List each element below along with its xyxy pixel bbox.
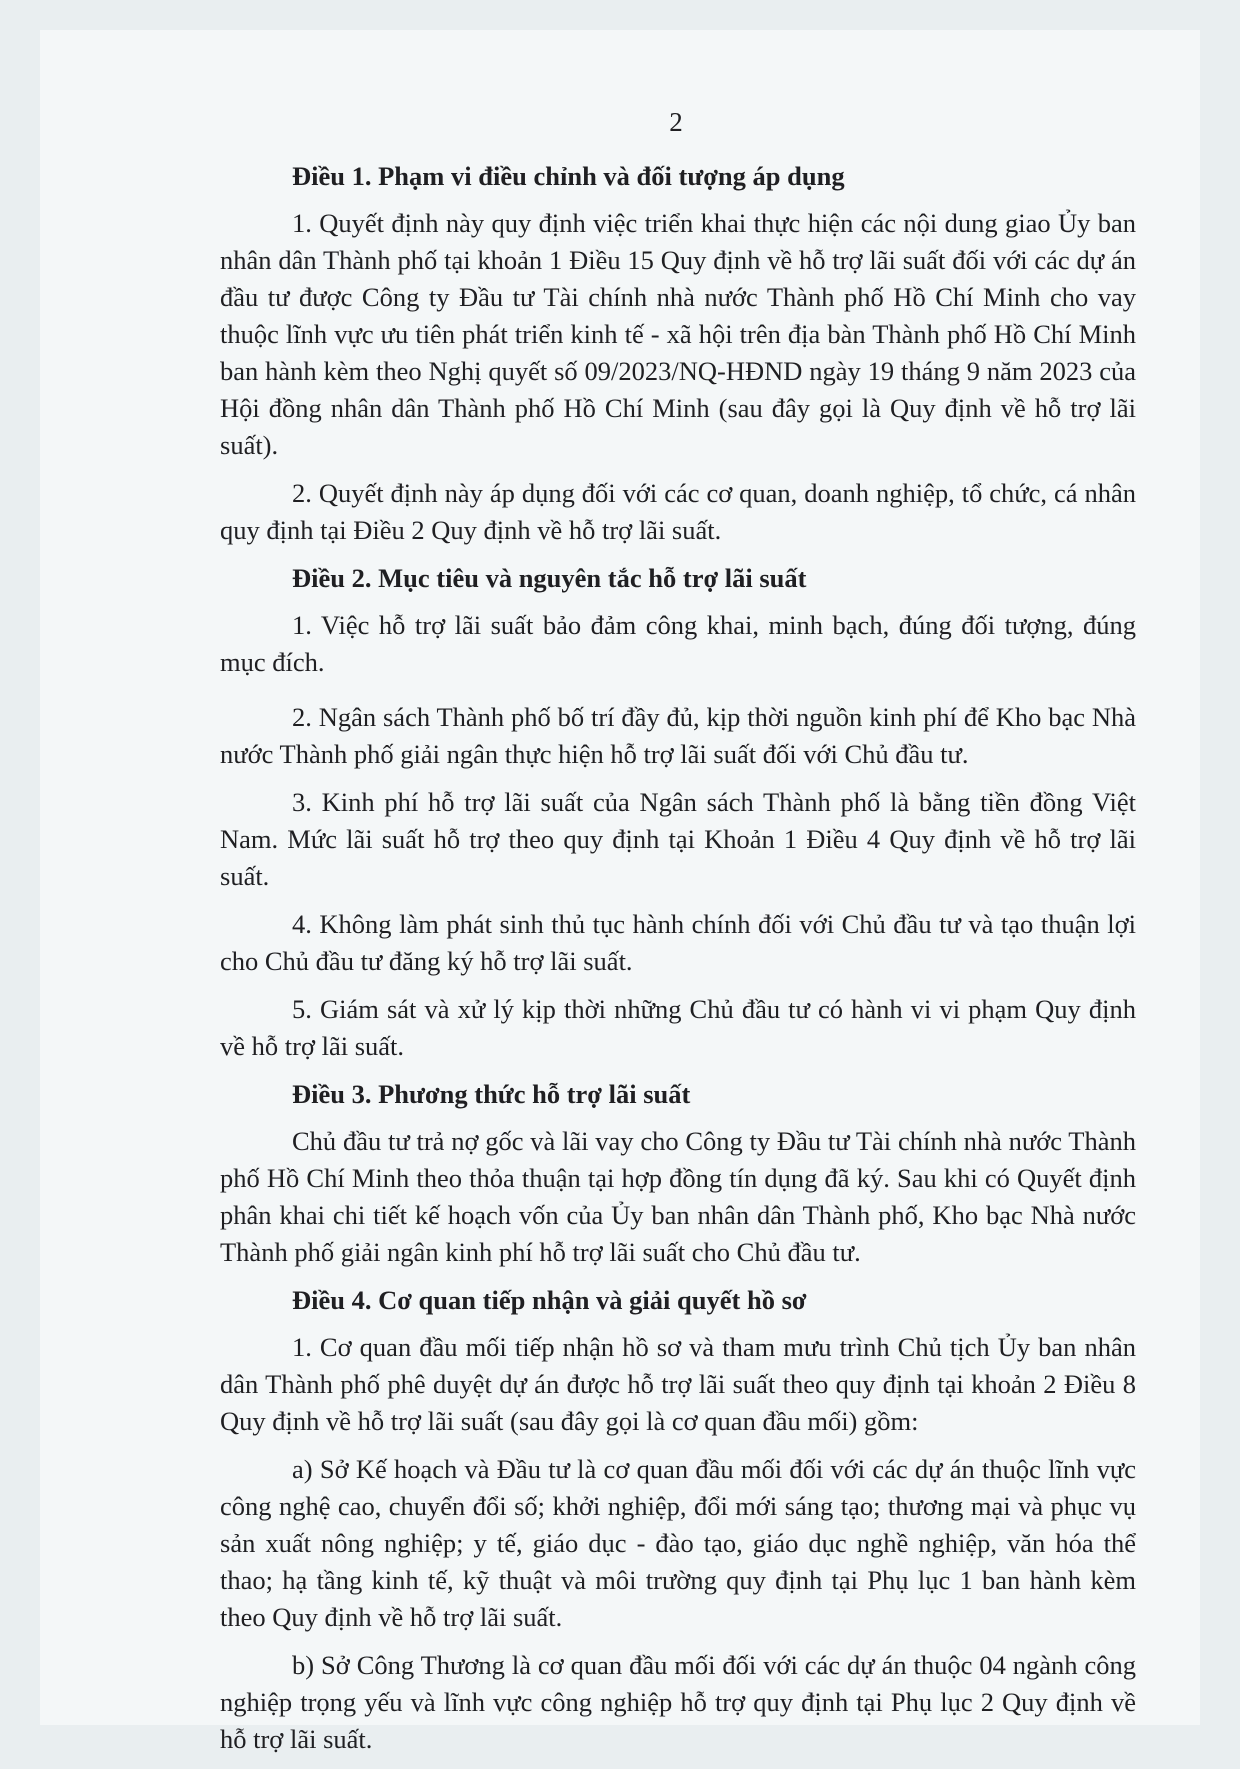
article-paragraph: Chủ đầu tư trả nợ gốc và lãi vay cho Công ty Đầu tư Tài chính nhà nước Thành phố Hồ Chí Minh theo thỏa thuận tại hợp đồng tín dụng đã ký. Sau khi có Quyết định phân khai chi tiết kế hoạch vốn của Ủy ban nhân dân Thành phố, Kho bạc Nhà nước Thành phố giải ngân kinh phí hỗ trợ lãi suất cho Chủ đầu tư. bbox=[220, 1126, 1136, 1267]
article-heading: Điều 4. Cơ quan tiếp nhận và giải quyết hồ sơ bbox=[292, 1285, 807, 1315]
article-paragraph: 5. Giám sát và xử lý kịp thời những Chủ đầu tư có hành vi vi phạm Quy định về hỗ trợ lãi suất. bbox=[220, 994, 1136, 1061]
article-paragraph: 2. Quyết định này áp dụng đối với các cơ quan, doanh nghiệp, tổ chức, cá nhân quy định tại Điều 2 Quy định về hỗ trợ lãi suất. bbox=[220, 478, 1136, 545]
article-4 bbox=[220, 1282, 1136, 1758]
article-paragraph: b) Sở Công Thương là cơ quan đầu mối đối với các dự án thuộc 04 ngành công nghiệp trọng yếu và lĩnh vực công nghiệp hỗ trợ quy định tại Phụ lục 2 Quy định về hỗ trợ lãi suất. bbox=[220, 1650, 1136, 1754]
article-paragraph: 1. Việc hỗ trợ lãi suất bảo đảm công khai, minh bạch, đúng đối tượng, đúng mục đích. bbox=[220, 610, 1136, 677]
article-1 bbox=[220, 158, 1136, 549]
article-paragraph: 4. Không làm phát sinh thủ tục hành chính đối với Chủ đầu tư và tạo thuận lợi cho Chủ đầu tư đăng ký hỗ trợ lãi suất. bbox=[220, 909, 1136, 976]
article-heading: Điều 2. Mục tiêu và nguyên tắc hỗ trợ lãi suất bbox=[292, 563, 807, 593]
article-paragraph: a) Sở Kế hoạch và Đầu tư là cơ quan đầu mối đối với các dự án thuộc lĩnh vực công nghệ cao, chuyển đổi số; khởi nghiệp, đổi mới sáng tạo; thương mại và phục vụ sản xuất nông nghiệp; y tế, giáo dục - đào tạo, giáo dục nghề nghiệp, văn hóa thể thao; hạ tầng kinh tế, kỹ thuật và môi trường quy định tại Phụ lục 1 ban hành kèm theo Quy định về hỗ trợ lãi suất. bbox=[220, 1454, 1136, 1632]
article-paragraph: 1. Quyết định này quy định việc triển khai thực hiện các nội dung giao Ủy ban nhân dân Thành phố tại khoản 1 Điều 15 Quy định về hỗ trợ lãi suất đối với các dự án đầu tư được Công ty Đầu tư Tài chính nhà nước Thành phố Hồ Chí Minh cho vay thuộc lĩnh vực ưu tiên phát triển kinh tế - xã hội trên địa bàn Thành phố Hồ Chí Minh ban hành kèm theo Nghị quyết số 09/2023/NQ-HĐND ngày 19 tháng 9 năm 2023 của Hội đồng nhân dân Thành phố Hồ Chí Minh (sau đây gọi là Quy định về hỗ trợ lãi suất). bbox=[220, 208, 1136, 460]
article-paragraph: 1. Cơ quan đầu mối tiếp nhận hồ sơ và tham mưu trình Chủ tịch Ủy ban nhân dân Thành phố phê duyệt dự án được hỗ trợ lãi suất theo quy định tại khoản 2 Điều 8 Quy định về hỗ trợ lãi suất (sau đây gọi là cơ quan đầu mối) gồm: bbox=[220, 1332, 1136, 1436]
article-3 bbox=[220, 1076, 1136, 1271]
article-2 bbox=[220, 560, 1136, 1065]
article-paragraph: 3. Kinh phí hỗ trợ lãi suất của Ngân sách Thành phố là bằng tiền đồng Việt Nam. Mức lãi suất hỗ trợ theo quy định tại Khoản 1 Điều 4 Quy định về hỗ trợ lãi suất. bbox=[220, 787, 1136, 891]
article-heading: Điều 3. Phương thức hỗ trợ lãi suất bbox=[292, 1079, 691, 1109]
document-page bbox=[40, 30, 1200, 1754]
article-paragraph: 2. Ngân sách Thành phố bố trí đầy đủ, kịp thời nguồn kinh phí để Kho bạc Nhà nước Thành phố giải ngân thực hiện hỗ trợ lãi suất đối với Chủ đầu tư. bbox=[220, 702, 1136, 769]
page-number: 2 bbox=[669, 107, 683, 137]
article-heading: Điều 1. Phạm vi điều chỉnh và đối tượng áp dụng bbox=[292, 161, 845, 191]
document-body bbox=[220, 158, 1136, 1769]
